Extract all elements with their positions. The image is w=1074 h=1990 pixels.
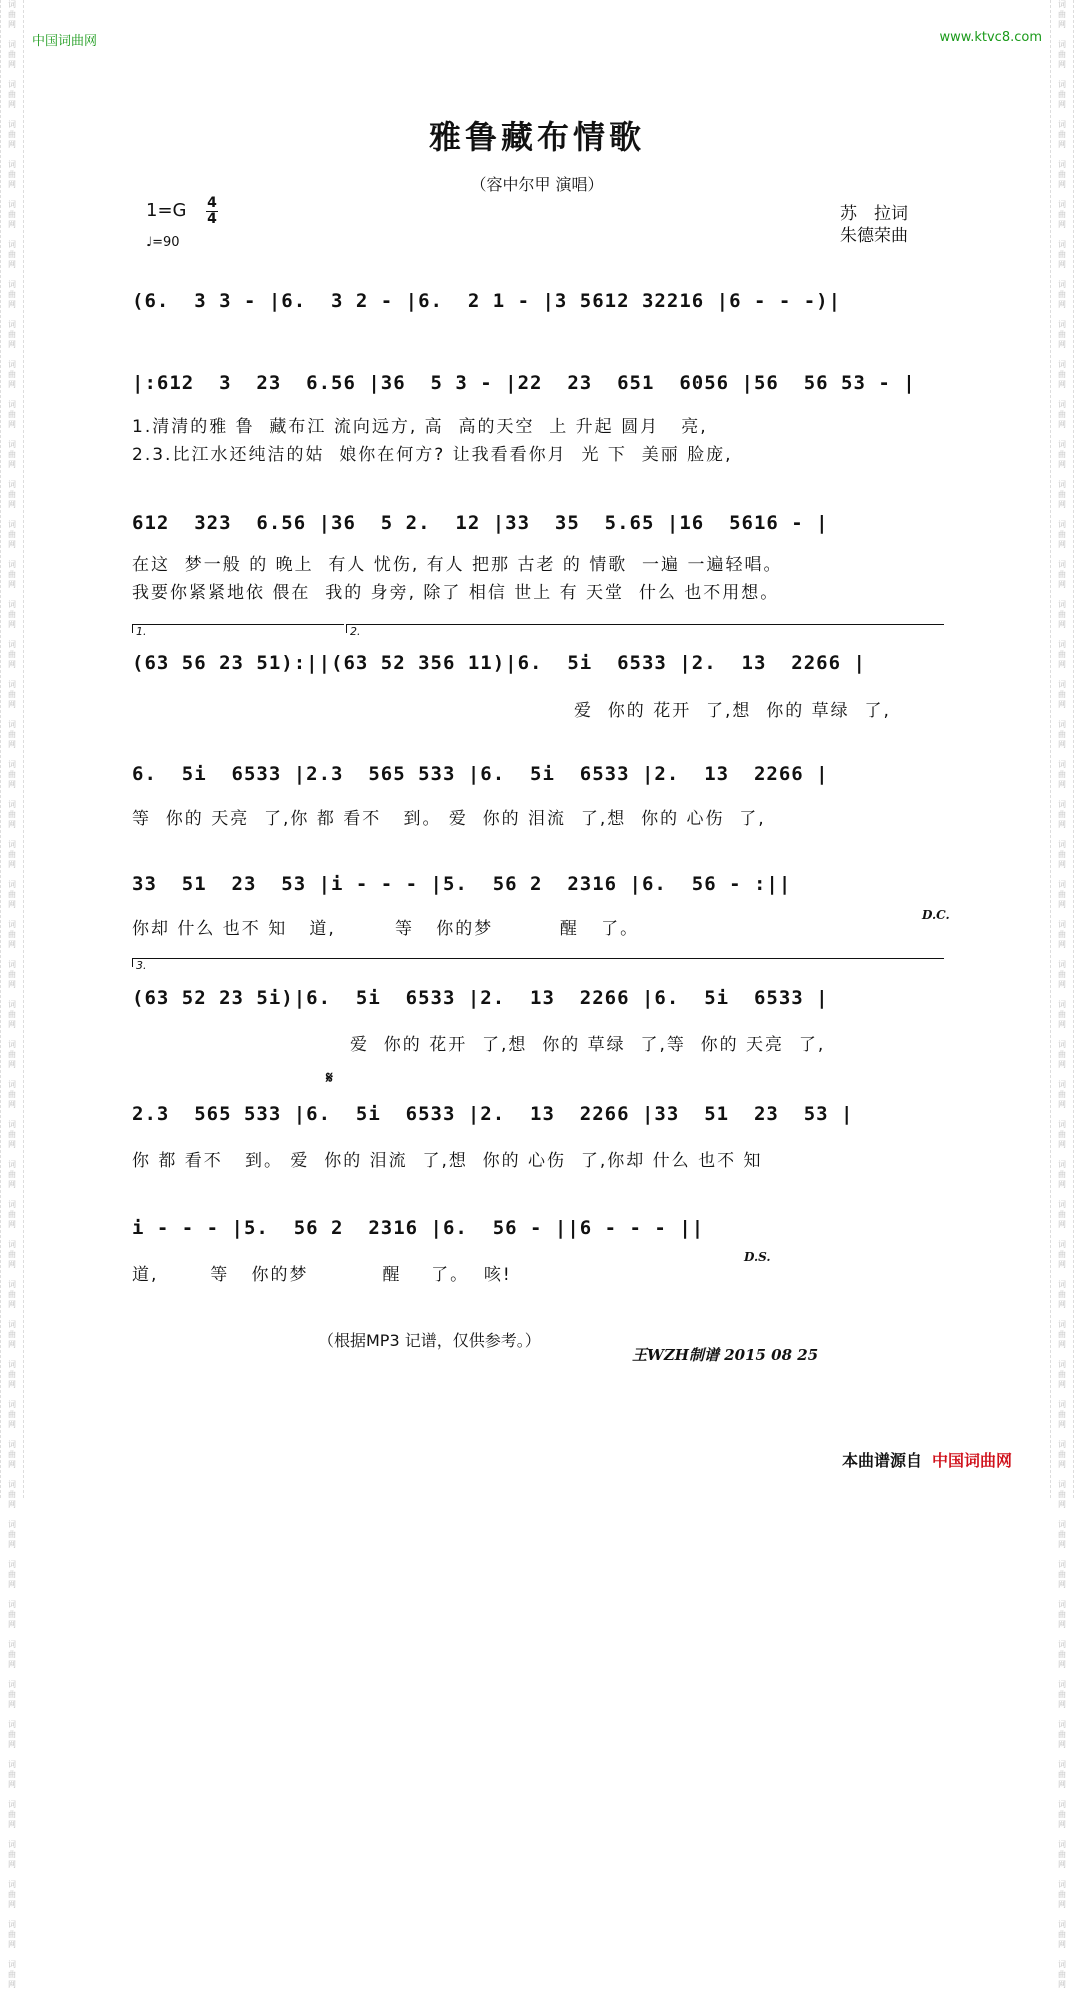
site-url-link[interactable]: www.ktvc8.com [939, 30, 1042, 45]
lyric-line-4: 我要你紧紧地依 偎在 我的 身旁, 除了 相信 世上 有 天堂 什么 也不用想。 [132, 583, 780, 603]
key-signature: 1=G [146, 200, 187, 221]
lyric-line-7: 你却 什么 也不 知 道, 等 你的梦 醒 了。 [132, 919, 640, 939]
credits [840, 203, 908, 247]
score-line-7: (63 52 23 5i)|6. 5i 6533 |2. 13 2266 |6. 5i 6533 | [132, 987, 829, 1009]
lyric-line-9: 你 都 看不 到。 爱 你的 泪流 了,想 你的 心伤 了,你却 什么 也不 知 [132, 1151, 763, 1171]
score-line-3: 612 323 6.56 |36 5 2. 12 |33 35 5.65 |16 5616 - | [132, 512, 829, 534]
source-site-link[interactable]: 中国词曲网 [932, 1451, 1013, 1470]
source-credit [842, 1448, 1012, 1471]
tempo-mark: ♩=90 [146, 235, 180, 250]
lyric-line-1: 1.清清的雅 鲁 藏布江 流向远方, 高 高的天空 上 升起 圆月 亮, [132, 417, 708, 437]
meter-top: 4 [207, 195, 217, 211]
dal-segno-mark: D.S. [744, 1250, 771, 1264]
side-watermark-left: 词 曲 网 词 曲 网 词 曲 网 词 曲 网 词 曲 网 词 曲 网 词 曲 网 词 曲 网 词 曲 网 词 曲 网 词 曲 网 词 曲 网 词 曲 网 词 曲 网 词 曲 网 词 曲 网 词 曲 网 词 曲 网 词 曲 网 词 曲 网 词 曲 网 词 曲 网 词 曲 网 词 曲 网 词 曲 网 词 曲 网 词 曲 网 词 曲 网 词 曲 网 词 曲 网 词 曲 网 词 曲 网 词 曲 网 词 曲 网 词 曲 网 词 曲 网 词 曲 网 词 曲 网 词 曲 网 词 曲 网 词 曲 网 词 曲 网 词 曲 网 词 曲 网 词 曲 网 词 曲 网 词 曲 网 词 曲 网 词 曲 网 词 曲 网 [0, 0, 24, 1498]
source-label: 本曲谱源自 [842, 1451, 923, 1470]
segno-sign: 𝄋 [326, 1068, 333, 1087]
meter-bottom: 4 [207, 211, 217, 227]
lyric-line-3: 在这 梦一般 的 晚上 有人 忧伤, 有人 把那 古老 的 情歌 一遍 一遍轻唱。 [132, 555, 783, 575]
score-line-4: (63 56 23 51):||(63 52 356 11)|6. 5i 6533 |2. 13 2266 | [132, 652, 866, 674]
lyric-line-10: 道, 等 你的梦 醒 了。 咳! [132, 1265, 512, 1285]
score-line-2: |:612 3 23 6.56 |36 5 3 - |22 23 651 6056 |56 56 53 - | [132, 372, 916, 394]
score-line-9: i - - - |5. 56 2 2316 |6. 56 - ||6 - - - || [132, 1217, 705, 1239]
lyric-line-6: 等 你的 天亮 了,你 都 看不 到。 爱 你的 泪流 了,想 你的 心伤 了, [132, 809, 766, 829]
lyricist: 苏 拉词 [840, 204, 908, 224]
transcription-note: （根据MP3 记谱，仅供参考。） [318, 1331, 541, 1350]
lyric-line-5: 爱 你的 花开 了,想 你的 草绿 了, [574, 701, 891, 721]
song-title: 雅鲁藏布情歌 [428, 118, 645, 156]
engraver-signature: 王WZH制谱 2015 08 25 [632, 1346, 819, 1364]
lyric-line-8: 爱 你的 花开 了,想 你的 草绿 了,等 你的 天亮 了, [350, 1035, 826, 1055]
score-line-5: 6. 5i 6533 |2.3 565 533 |6. 5i 6533 |2. 13 2266 | [132, 763, 829, 785]
volta-2: 2. [346, 624, 944, 633]
composer: 朱德荣曲 [840, 226, 908, 246]
volta-1: 1. [132, 624, 344, 633]
score-line-8: 2.3 565 533 |6. 5i 6533 |2. 13 2266 |33 51 23 53 | [132, 1103, 854, 1125]
da-capo-mark: D.C. [922, 908, 950, 922]
lyric-line-2: 2.3.比江水还纯洁的姑 娘你在何方? 让我看看你月 光 下 美丽 脸庞, [132, 445, 733, 465]
song-performer: （容中尔甲 演唱） [470, 175, 604, 194]
time-signature [206, 196, 218, 227]
site-name-link[interactable]: 中国词曲网 [32, 34, 98, 49]
side-watermark-right: 词 曲 网 词 曲 网 词 曲 网 词 曲 网 词 曲 网 词 曲 网 词 曲 网 词 曲 网 词 曲 网 词 曲 网 词 曲 网 词 曲 网 词 曲 网 词 曲 网 词 曲 网 词 曲 网 词 曲 网 词 曲 网 词 曲 网 词 曲 网 词 曲 网 词 曲 网 词 曲 网 词 曲 网 词 曲 网 词 曲 网 词 曲 网 词 曲 网 词 曲 网 词 曲 网 词 曲 网 词 曲 网 词 曲 网 词 曲 网 词 曲 网 词 曲 网 词 曲 网 词 曲 网 词 曲 网 词 曲 网 词 曲 网 词 曲 网 词 曲 网 词 曲 网 词 曲 网 词 曲 网 词 曲 网 词 曲 网 词 曲 网 词 曲 网 [1050, 0, 1074, 1498]
volta-3: 3. [132, 958, 944, 967]
score-line-6: 33 51 23 53 |i - - - |5. 56 2 2316 |6. 56 - :|| [132, 873, 792, 895]
score-line-1: (6. 3 3 - |6. 3 2 - |6. 2 1 - |3 5612 32216 |6 - - -)| [132, 290, 842, 312]
